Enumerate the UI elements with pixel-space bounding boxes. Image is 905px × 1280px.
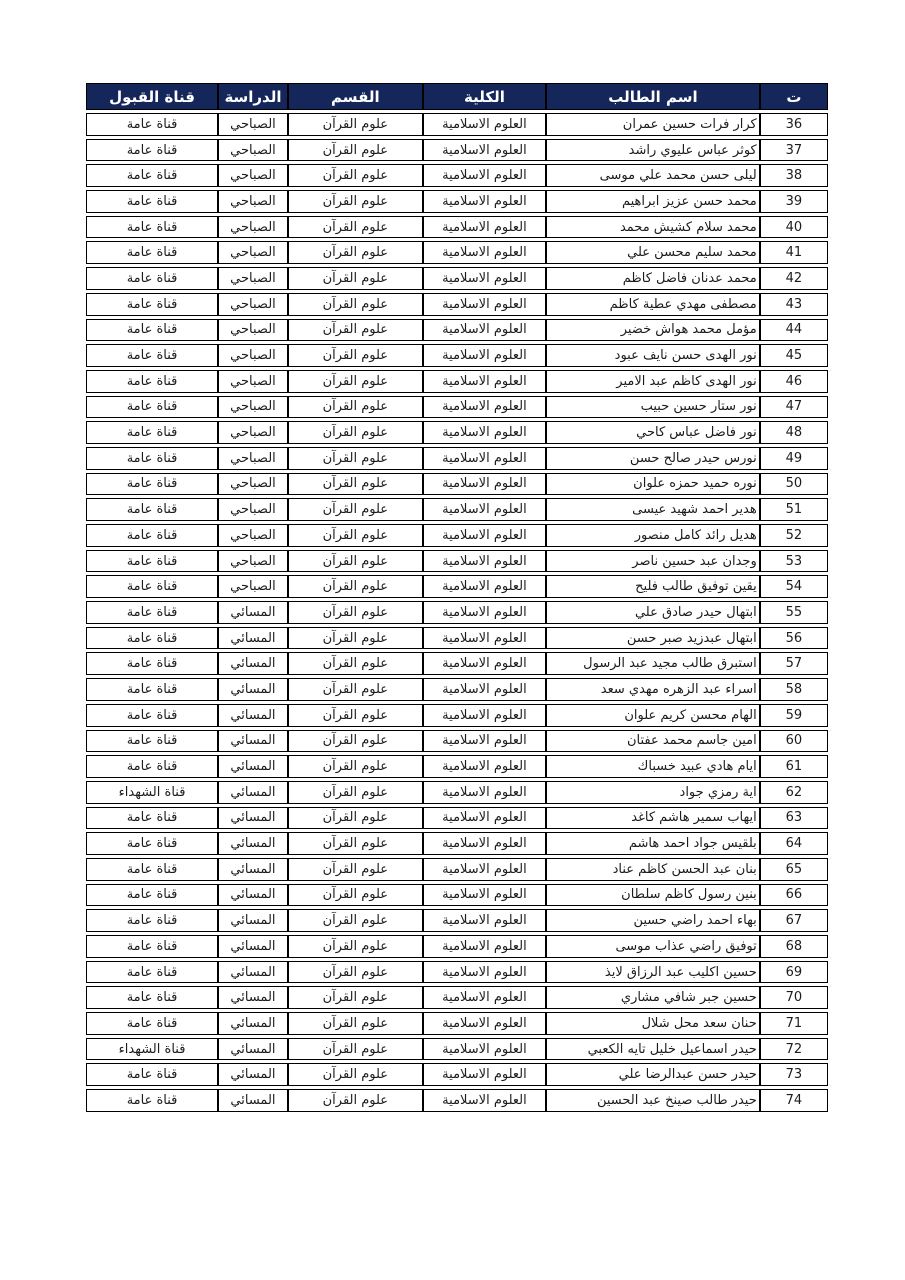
row-number-cell: 37 xyxy=(760,139,828,162)
study-cell: الصباحي xyxy=(218,498,288,521)
student-name-cell: الهام محسن كريم علوان xyxy=(546,704,760,727)
student-name-cell: نور الهدى حسن نايف عبود xyxy=(546,344,760,367)
study-cell: المسائي xyxy=(218,884,288,907)
table-row xyxy=(86,858,828,881)
admission-channel-cell: قناة عامة xyxy=(86,216,218,239)
student-name-cell: مصطفى مهدي عطية كاظم xyxy=(546,293,760,316)
student-name-cell: كوثر عباس عليوي راشد xyxy=(546,139,760,162)
department-cell: علوم القرآن xyxy=(288,627,423,650)
admission-channel-cell: قناة عامة xyxy=(86,884,218,907)
college-cell: العلوم الاسلامية xyxy=(423,961,546,984)
student-name-cell: حسين جبر شافي مشاري xyxy=(546,986,760,1009)
admission-channel-cell: قناة عامة xyxy=(86,627,218,650)
college-cell: العلوم الاسلامية xyxy=(423,293,546,316)
study-cell: المسائي xyxy=(218,986,288,1009)
study-cell: المسائي xyxy=(218,935,288,958)
department-cell: علوم القرآن xyxy=(288,1089,423,1112)
row-number-cell: 43 xyxy=(760,293,828,316)
table-row xyxy=(86,344,828,367)
student-name-cell: ابتهال عبدزيد صبر حسن xyxy=(546,627,760,650)
admission-channel-cell: قناة عامة xyxy=(86,473,218,496)
college-cell: العلوم الاسلامية xyxy=(423,447,546,470)
department-cell: علوم القرآن xyxy=(288,344,423,367)
admission-channel-cell: قناة عامة xyxy=(86,961,218,984)
row-number-cell: 68 xyxy=(760,935,828,958)
admission-channel-cell: قناة عامة xyxy=(86,755,218,778)
department-cell: علوم القرآن xyxy=(288,524,423,547)
department-cell: علوم القرآن xyxy=(288,139,423,162)
table-row xyxy=(86,832,828,855)
admission-channel-cell: قناة عامة xyxy=(86,652,218,675)
department-cell: علوم القرآن xyxy=(288,1063,423,1086)
table-row xyxy=(86,627,828,650)
study-cell: المسائي xyxy=(218,1012,288,1035)
study-cell: الصباحي xyxy=(218,447,288,470)
department-cell: علوم القرآن xyxy=(288,755,423,778)
study-cell: الصباحي xyxy=(218,344,288,367)
study-cell: المسائي xyxy=(218,678,288,701)
study-cell: المسائي xyxy=(218,652,288,675)
row-number-cell: 72 xyxy=(760,1038,828,1061)
study-cell: المسائي xyxy=(218,1089,288,1112)
admission-channel-cell: قناة عامة xyxy=(86,1012,218,1035)
row-number-cell: 52 xyxy=(760,524,828,547)
college-cell: العلوم الاسلامية xyxy=(423,1089,546,1112)
department-cell: علوم القرآن xyxy=(288,1012,423,1035)
study-cell: المسائي xyxy=(218,807,288,830)
college-cell: العلوم الاسلامية xyxy=(423,139,546,162)
admission-channel-cell: قناة عامة xyxy=(86,421,218,444)
student-name-cell: كرار فرات حسين عمران xyxy=(546,113,760,136)
column-header-no: ت xyxy=(760,83,828,110)
college-cell: العلوم الاسلامية xyxy=(423,370,546,393)
table-row xyxy=(86,498,828,521)
table-row xyxy=(86,961,828,984)
student-name-cell: اسراء عبد الزهره مهدي سعد xyxy=(546,678,760,701)
study-cell: الصباحي xyxy=(218,267,288,290)
admission-channel-cell: قناة عامة xyxy=(86,293,218,316)
table-row xyxy=(86,730,828,753)
study-cell: الصباحي xyxy=(218,241,288,264)
student-name-cell: بلقيس جواد احمد هاشم xyxy=(546,832,760,855)
column-header-student-name: اسم الطالب xyxy=(546,83,760,110)
admission-channel-cell: قناة عامة xyxy=(86,267,218,290)
admission-channel-cell: قناة عامة xyxy=(86,164,218,187)
college-cell: العلوم الاسلامية xyxy=(423,216,546,239)
college-cell: العلوم الاسلامية xyxy=(423,396,546,419)
student-name-cell: حسين اكليب عبد الرزاق لايذ xyxy=(546,961,760,984)
table-row xyxy=(86,550,828,573)
study-cell: الصباحي xyxy=(218,190,288,213)
admission-channel-cell: قناة عامة xyxy=(86,344,218,367)
row-number-cell: 55 xyxy=(760,601,828,624)
department-cell: علوم القرآن xyxy=(288,832,423,855)
admission-channel-cell: قناة عامة xyxy=(86,113,218,136)
department-cell: علوم القرآن xyxy=(288,652,423,675)
college-cell: العلوم الاسلامية xyxy=(423,344,546,367)
row-number-cell: 60 xyxy=(760,730,828,753)
row-number-cell: 54 xyxy=(760,575,828,598)
admission-channel-cell: قناة عامة xyxy=(86,935,218,958)
college-cell: العلوم الاسلامية xyxy=(423,704,546,727)
department-cell: علوم القرآن xyxy=(288,704,423,727)
row-number-cell: 73 xyxy=(760,1063,828,1086)
table-row xyxy=(86,267,828,290)
department-cell: علوم القرآن xyxy=(288,319,423,342)
college-cell: العلوم الاسلامية xyxy=(423,627,546,650)
table-row xyxy=(86,473,828,496)
admission-channel-cell: قناة عامة xyxy=(86,601,218,624)
table-row xyxy=(86,241,828,264)
student-name-cell: محمد سليم محسن علي xyxy=(546,241,760,264)
column-header-college: الكلية xyxy=(423,83,546,110)
table-row xyxy=(86,319,828,342)
row-number-cell: 53 xyxy=(760,550,828,573)
college-cell: العلوم الاسلامية xyxy=(423,832,546,855)
student-name-cell: ابتهال حيدر صادق علي xyxy=(546,601,760,624)
department-cell: علوم القرآن xyxy=(288,909,423,932)
table-row xyxy=(86,421,828,444)
student-name-cell: حنان سعد محل شلال xyxy=(546,1012,760,1035)
study-cell: المسائي xyxy=(218,1063,288,1086)
admission-channel-cell: قناة عامة xyxy=(86,190,218,213)
college-cell: العلوم الاسلامية xyxy=(423,164,546,187)
header-row xyxy=(86,83,828,110)
row-number-cell: 48 xyxy=(760,421,828,444)
row-number-cell: 46 xyxy=(760,370,828,393)
college-cell: العلوم الاسلامية xyxy=(423,884,546,907)
study-cell: المسائي xyxy=(218,704,288,727)
department-cell: علوم القرآن xyxy=(288,396,423,419)
student-name-cell: توفيق راضي عذاب موسى xyxy=(546,935,760,958)
department-cell: علوم القرآن xyxy=(288,961,423,984)
student-name-cell: بنين رسول كاظم سلطان xyxy=(546,884,760,907)
department-cell: علوم القرآن xyxy=(288,730,423,753)
table-row xyxy=(86,164,828,187)
table-row xyxy=(86,139,828,162)
row-number-cell: 38 xyxy=(760,164,828,187)
study-cell: المسائي xyxy=(218,755,288,778)
admission-channel-cell: قناة الشهداء xyxy=(86,1038,218,1061)
student-name-cell: نور ستار حسين حبيب xyxy=(546,396,760,419)
admission-channel-cell: قناة عامة xyxy=(86,524,218,547)
college-cell: العلوم الاسلامية xyxy=(423,575,546,598)
table-row xyxy=(86,575,828,598)
column-header-department: القسم xyxy=(288,83,423,110)
row-number-cell: 58 xyxy=(760,678,828,701)
department-cell: علوم القرآن xyxy=(288,498,423,521)
admission-channel-cell: قناة عامة xyxy=(86,396,218,419)
students-table xyxy=(86,80,828,1115)
row-number-cell: 71 xyxy=(760,1012,828,1035)
table-row xyxy=(86,113,828,136)
table-row xyxy=(86,293,828,316)
row-number-cell: 66 xyxy=(760,884,828,907)
study-cell: الصباحي xyxy=(218,421,288,444)
student-name-cell: نورس حيدر صالح حسن xyxy=(546,447,760,470)
college-cell: العلوم الاسلامية xyxy=(423,858,546,881)
student-name-cell: ايام هادي عبيد خسباك xyxy=(546,755,760,778)
row-number-cell: 62 xyxy=(760,781,828,804)
table-row xyxy=(86,807,828,830)
row-number-cell: 57 xyxy=(760,652,828,675)
department-cell: علوم القرآن xyxy=(288,190,423,213)
college-cell: العلوم الاسلامية xyxy=(423,1063,546,1086)
column-header-admission-channel: قناة القبول xyxy=(86,83,218,110)
table-row xyxy=(86,781,828,804)
study-cell: المسائي xyxy=(218,627,288,650)
row-number-cell: 50 xyxy=(760,473,828,496)
study-cell: المسائي xyxy=(218,858,288,881)
row-number-cell: 69 xyxy=(760,961,828,984)
table-row xyxy=(86,447,828,470)
study-cell: المسائي xyxy=(218,961,288,984)
student-name-cell: حيدر طالب صينخ عبد الحسين xyxy=(546,1089,760,1112)
department-cell: علوم القرآن xyxy=(288,267,423,290)
study-cell: المسائي xyxy=(218,1038,288,1061)
row-number-cell: 45 xyxy=(760,344,828,367)
row-number-cell: 74 xyxy=(760,1089,828,1112)
table-row xyxy=(86,704,828,727)
college-cell: العلوم الاسلامية xyxy=(423,807,546,830)
study-cell: الصباحي xyxy=(218,396,288,419)
department-cell: علوم القرآن xyxy=(288,113,423,136)
table-row xyxy=(86,1089,828,1112)
student-name-cell: وجدان عبد حسين ناصر xyxy=(546,550,760,573)
admission-channel-cell: قناة الشهداء xyxy=(86,781,218,804)
row-number-cell: 67 xyxy=(760,909,828,932)
admission-channel-cell: قناة عامة xyxy=(86,498,218,521)
row-number-cell: 47 xyxy=(760,396,828,419)
department-cell: علوم القرآن xyxy=(288,293,423,316)
department-cell: علوم القرآن xyxy=(288,858,423,881)
college-cell: العلوم الاسلامية xyxy=(423,1012,546,1035)
table-row xyxy=(86,986,828,1009)
department-cell: علوم القرآن xyxy=(288,447,423,470)
table-row xyxy=(86,678,828,701)
table-body xyxy=(86,113,828,1112)
college-cell: العلوم الاسلامية xyxy=(423,113,546,136)
college-cell: العلوم الاسلامية xyxy=(423,652,546,675)
college-cell: العلوم الاسلامية xyxy=(423,781,546,804)
student-name-cell: محمد حسن عزيز ابراهيم xyxy=(546,190,760,213)
study-cell: المسائي xyxy=(218,730,288,753)
table-row xyxy=(86,601,828,624)
study-cell: الصباحي xyxy=(218,139,288,162)
admission-channel-cell: قناة عامة xyxy=(86,1063,218,1086)
study-cell: الصباحي xyxy=(218,550,288,573)
college-cell: العلوم الاسلامية xyxy=(423,498,546,521)
college-cell: العلوم الاسلامية xyxy=(423,524,546,547)
student-name-cell: محمد سلام كشيش محمد xyxy=(546,216,760,239)
college-cell: العلوم الاسلامية xyxy=(423,909,546,932)
table-row xyxy=(86,190,828,213)
row-number-cell: 40 xyxy=(760,216,828,239)
college-cell: العلوم الاسلامية xyxy=(423,267,546,290)
row-number-cell: 49 xyxy=(760,447,828,470)
row-number-cell: 65 xyxy=(760,858,828,881)
department-cell: علوم القرآن xyxy=(288,164,423,187)
study-cell: الصباحي xyxy=(218,293,288,316)
college-cell: العلوم الاسلامية xyxy=(423,935,546,958)
department-cell: علوم القرآن xyxy=(288,550,423,573)
college-cell: العلوم الاسلامية xyxy=(423,190,546,213)
table-row xyxy=(86,909,828,932)
study-cell: المسائي xyxy=(218,909,288,932)
student-name-cell: ايهاب سمير هاشم كاغد xyxy=(546,807,760,830)
department-cell: علوم القرآن xyxy=(288,986,423,1009)
row-number-cell: 42 xyxy=(760,267,828,290)
admission-channel-cell: قناة عامة xyxy=(86,678,218,701)
admission-channel-cell: قناة عامة xyxy=(86,575,218,598)
admission-channel-cell: قناة عامة xyxy=(86,909,218,932)
student-name-cell: امين جاسم محمد عفتان xyxy=(546,730,760,753)
admission-channel-cell: قناة عامة xyxy=(86,807,218,830)
admission-channel-cell: قناة عامة xyxy=(86,139,218,162)
admission-channel-cell: قناة عامة xyxy=(86,832,218,855)
row-number-cell: 41 xyxy=(760,241,828,264)
college-cell: العلوم الاسلامية xyxy=(423,601,546,624)
table-row xyxy=(86,1063,828,1086)
college-cell: العلوم الاسلامية xyxy=(423,473,546,496)
study-cell: الصباحي xyxy=(218,216,288,239)
department-cell: علوم القرآن xyxy=(288,807,423,830)
column-header-study: الدراسة xyxy=(218,83,288,110)
admission-channel-cell: قناة عامة xyxy=(86,1089,218,1112)
row-number-cell: 56 xyxy=(760,627,828,650)
college-cell: العلوم الاسلامية xyxy=(423,1038,546,1061)
table-row xyxy=(86,935,828,958)
student-name-cell: يقين توفيق طالب فليح xyxy=(546,575,760,598)
admission-channel-cell: قناة عامة xyxy=(86,986,218,1009)
table-row xyxy=(86,652,828,675)
row-number-cell: 70 xyxy=(760,986,828,1009)
department-cell: علوم القرآن xyxy=(288,421,423,444)
college-cell: العلوم الاسلامية xyxy=(423,986,546,1009)
college-cell: العلوم الاسلامية xyxy=(423,678,546,701)
student-name-cell: بهاء احمد راضي حسين xyxy=(546,909,760,932)
college-cell: العلوم الاسلامية xyxy=(423,755,546,778)
study-cell: الصباحي xyxy=(218,319,288,342)
college-cell: العلوم الاسلامية xyxy=(423,319,546,342)
department-cell: علوم القرآن xyxy=(288,884,423,907)
table-row xyxy=(86,396,828,419)
department-cell: علوم القرآن xyxy=(288,781,423,804)
table-row xyxy=(86,216,828,239)
row-number-cell: 64 xyxy=(760,832,828,855)
department-cell: علوم القرآن xyxy=(288,601,423,624)
admission-channel-cell: قناة عامة xyxy=(86,704,218,727)
department-cell: علوم القرآن xyxy=(288,241,423,264)
study-cell: الصباحي xyxy=(218,113,288,136)
table-row xyxy=(86,884,828,907)
student-name-cell: حيدر اسماعيل خليل تايه الكعبي xyxy=(546,1038,760,1061)
student-name-cell: حيدر حسن عبدالرضا علي xyxy=(546,1063,760,1086)
student-name-cell: بنان عبد الحسن كاظم عناد xyxy=(546,858,760,881)
admission-channel-cell: قناة عامة xyxy=(86,319,218,342)
table-header xyxy=(86,83,828,110)
department-cell: علوم القرآن xyxy=(288,216,423,239)
table-row xyxy=(86,370,828,393)
study-cell: المسائي xyxy=(218,832,288,855)
table-row xyxy=(86,755,828,778)
student-name-cell: نور فاضل عباس كاحي xyxy=(546,421,760,444)
row-number-cell: 63 xyxy=(760,807,828,830)
department-cell: علوم القرآن xyxy=(288,678,423,701)
row-number-cell: 59 xyxy=(760,704,828,727)
row-number-cell: 36 xyxy=(760,113,828,136)
admission-channel-cell: قناة عامة xyxy=(86,550,218,573)
study-cell: الصباحي xyxy=(218,473,288,496)
table-row xyxy=(86,524,828,547)
admission-channel-cell: قناة عامة xyxy=(86,447,218,470)
admission-channel-cell: قناة عامة xyxy=(86,730,218,753)
student-name-cell: هدير احمد شهيد عيسى xyxy=(546,498,760,521)
table-row xyxy=(86,1038,828,1061)
department-cell: علوم القرآن xyxy=(288,1038,423,1061)
study-cell: المسائي xyxy=(218,601,288,624)
row-number-cell: 44 xyxy=(760,319,828,342)
admission-channel-cell: قناة عامة xyxy=(86,241,218,264)
department-cell: علوم القرآن xyxy=(288,370,423,393)
row-number-cell: 39 xyxy=(760,190,828,213)
row-number-cell: 51 xyxy=(760,498,828,521)
row-number-cell: 61 xyxy=(760,755,828,778)
student-name-cell: استبرق طالب مجيد عبد الرسول xyxy=(546,652,760,675)
study-cell: الصباحي xyxy=(218,370,288,393)
admission-channel-cell: قناة عامة xyxy=(86,858,218,881)
study-cell: الصباحي xyxy=(218,524,288,547)
student-name-cell: نوره حميد حمزه علوان xyxy=(546,473,760,496)
student-name-cell: نور الهدى كاظم عبد الامير xyxy=(546,370,760,393)
department-cell: علوم القرآن xyxy=(288,473,423,496)
study-cell: الصباحي xyxy=(218,575,288,598)
student-name-cell: هديل رائد كامل منصور xyxy=(546,524,760,547)
student-name-cell: مؤمل محمد هواش خضير xyxy=(546,319,760,342)
student-name-cell: ليلى حسن محمد علي موسى xyxy=(546,164,760,187)
college-cell: العلوم الاسلامية xyxy=(423,550,546,573)
student-name-cell: اية رمزي جواد xyxy=(546,781,760,804)
college-cell: العلوم الاسلامية xyxy=(423,730,546,753)
department-cell: علوم القرآن xyxy=(288,575,423,598)
study-cell: المسائي xyxy=(218,781,288,804)
department-cell: علوم القرآن xyxy=(288,935,423,958)
college-cell: العلوم الاسلامية xyxy=(423,421,546,444)
table-row xyxy=(86,1012,828,1035)
admission-channel-cell: قناة عامة xyxy=(86,370,218,393)
student-name-cell: محمد عدنان فاضل كاظم xyxy=(546,267,760,290)
study-cell: الصباحي xyxy=(218,164,288,187)
college-cell: العلوم الاسلامية xyxy=(423,241,546,264)
